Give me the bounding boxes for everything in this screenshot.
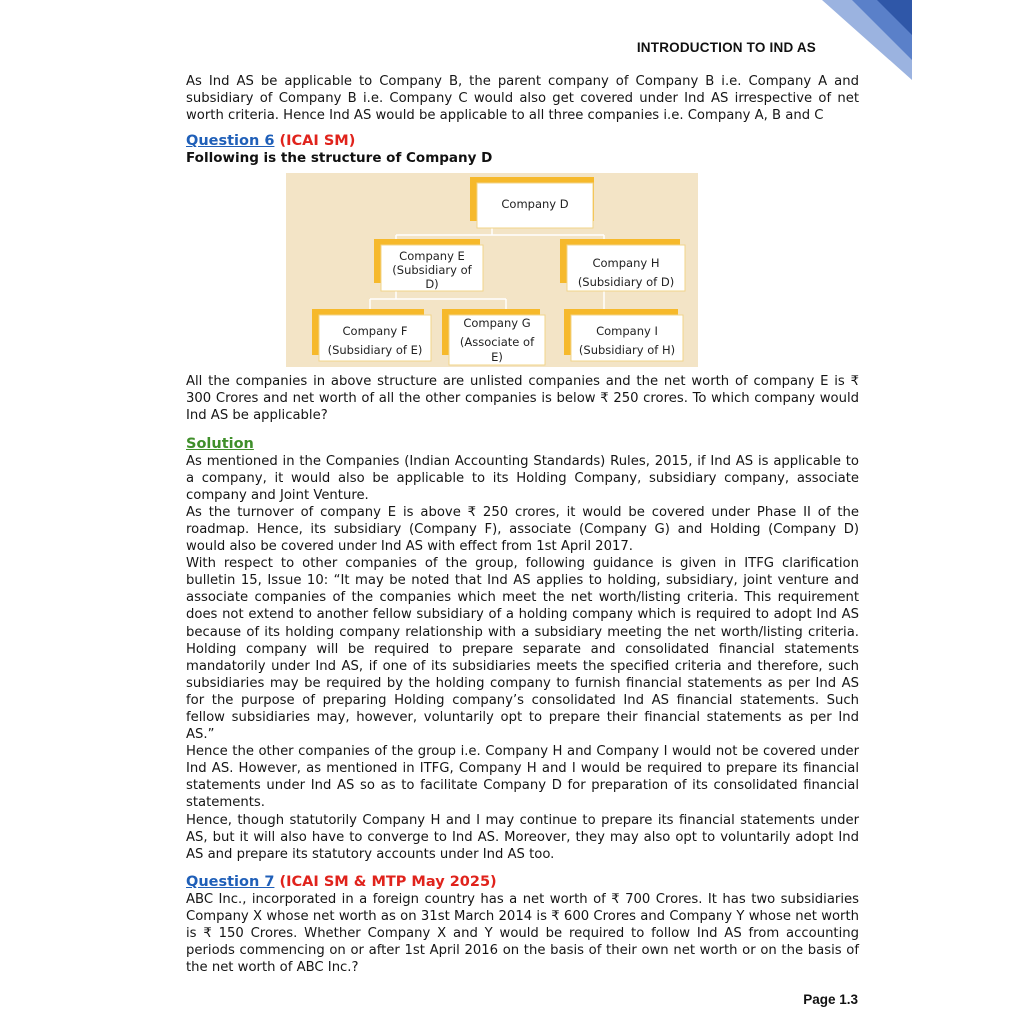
node-company-d: [477, 197, 593, 211]
intro-paragraph: As Ind AS be applicable to Company B, the parent company of Company B i.e. Company A and subsidiary of Company B i.e. Company C would also get covered under Ind AS irrespective of net worth criteria. Hence Ind AS would be applicable to all three companies i.e. Company A, B and C: [186, 74, 859, 124]
solution-paragraph-1: As mentioned in the Companies (Indian Accounting Standards) Rules, 2015, if Ind AS is applicable to a company, it would also be applicable to its Holding Company, subsidiary company, associate company and Joint Venture.: [186, 453, 859, 503]
node-f-line2: (Subsidiary of E): [327, 343, 423, 358]
node-g-line1: Company G: [463, 316, 531, 331]
question-7-text: ABC Inc., incorporated in a foreign country has a net worth of ₹ 700 Crores. It has two subsidiaries Company X whose net worth as on 31st March 2014 is ₹ 600 Crores and Company Y whose net worth is ₹ 150 Crores. Whether Company X and Y would be required to follow Ind AS from accounting periods commencing on or after 1st April 2016 on the basis of their own net worth or on the basis of the net worth of ABC Inc.?: [186, 891, 859, 976]
solution-paragraph-3: With respect to other companies of the group, following guidance is given in ITFG clarification bulletin 15, Issue 10: “It may be noted that Ind AS applies to holding, subsidiary, joint venture and associate companies of the companies which meet the net worth/listing criteria. This requirement does not extend to another fellow subsidiary of a holding company which is required to adopt Ind AS because of its holding company relationship with a subsidiary meeting the net worth/listing criteria. Holding company will be required to prepare separate and consolidated financial statements mandatorily under Ind AS, if one of its subsidiaries meets the specified criteria and therefore, such subsidiaries may be required by the holding company to furnish financial statements as per Ind AS for the purpose of preparing Holding company’s consolidated Ind AS financial statements. Such fellow subsidiaries may, however, voluntarily opt to prepare their financial statements as per Ind AS.”: [186, 556, 859, 743]
solution-heading: Solution: [186, 435, 254, 452]
node-company-e: [381, 249, 483, 291]
node-h-line1: Company H: [592, 256, 660, 271]
question-source: (ICAI SM & MTP May 2025): [279, 873, 497, 890]
corner-decoration: [822, 0, 912, 80]
node-g-line2: (Associate of: [459, 335, 535, 350]
question-6-text: All the companies in above structure are unlisted companies and the net worth of company E is ₹ 300 Crores and net worth of all the other companies is below ₹ 250 crores. To which company would Ind AS be applicable?: [186, 374, 859, 424]
header-title: INTRODUCTION TO IND AS: [636, 40, 816, 55]
page-content: [186, 73, 859, 976]
question-number: Question 7: [186, 873, 275, 890]
node-company-f: [319, 322, 431, 360]
node-e-line2: (Subsidiary of: [392, 263, 472, 278]
node-company-g: [449, 316, 545, 365]
node-h-line2: (Subsidiary of D): [577, 275, 675, 290]
company-structure-diagram: [286, 173, 698, 367]
node-i-line2: (Subsidiary of H): [578, 343, 676, 358]
solution-paragraph-4: Hence the other companies of the group i.e. Company H and Company I would not be covered under Ind AS. However, as mentioned in ITFG, Company H and I would be required to prepare its financial statements under Ind AS so as to facilitate Company D for preparation of its consolidated financial statements.: [186, 744, 859, 811]
node-f-line1: Company F: [342, 324, 408, 339]
solution-paragraph-2: As the turnover of company E is above ₹ 250 crores, it would be covered under Phase II of the roadmap. Hence, its subsidiary (Company F), associate (Company G) and Holding (Company D) would also be covered under Ind AS with effect from 1st April 2017.: [186, 504, 859, 555]
node-i-line1: Company I: [596, 324, 658, 339]
question-6-heading: [186, 132, 859, 150]
question-7-heading: [186, 873, 859, 891]
question-number: Question 6: [186, 133, 275, 150]
node-e-line1: Company E: [399, 249, 465, 264]
node-company-i: [571, 322, 683, 360]
page-number: Page 1.3: [803, 992, 858, 1007]
node-e-line3: D): [425, 277, 439, 292]
question-source: (ICAI SM): [279, 133, 356, 150]
solution-paragraph-5: Hence, though statutorily Company H and I may continue to prepare its financial statements under AS, but it will also have to converge to Ind AS. Moreover, they may also opt to voluntarily adopt Ind AS and prepare its statutory accounts under Ind AS too.: [186, 812, 859, 862]
node-g-line3: E): [491, 350, 503, 365]
node-d-label: Company D: [501, 197, 569, 212]
question-6-lead: Following is the structure of Company D: [186, 150, 493, 167]
node-company-h: [567, 254, 685, 292]
